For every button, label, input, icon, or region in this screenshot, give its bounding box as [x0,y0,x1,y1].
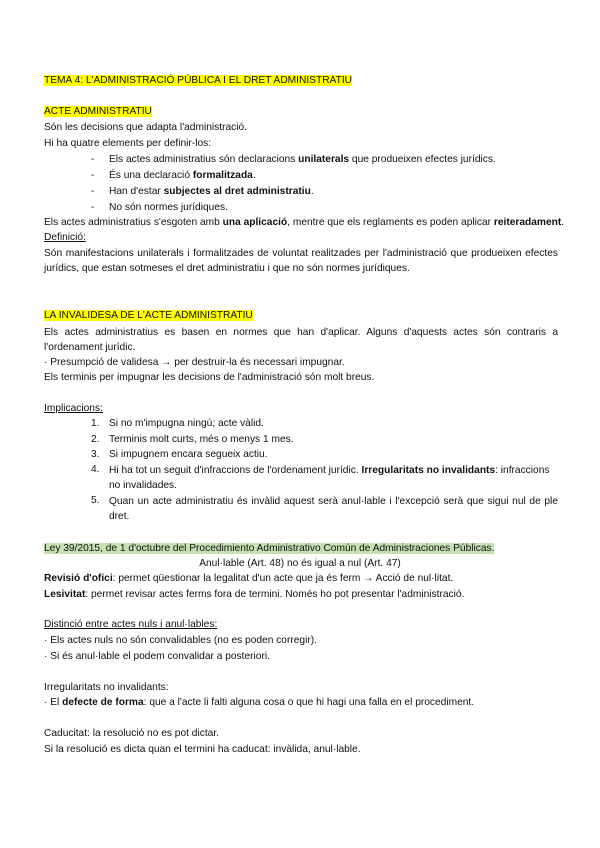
paragraph: · Si és anul·lable el podem convalidar a posteriori. [44,651,270,662]
document-page: TEMA 4: L'ADMINISTRACIÓ PÚBLICA I EL DRET ADMINISTRATIU ACTE ADMINISTRATIU Són les decisions que adapta l'administració. Hi ha quatre elements per definir-los: - Els actes administratius són declaracions unilaterals que produeixen efectes jurídics. - És una declaració formalitzada. - Han d'estar subjectes al dret administratiu. - No són normes jurídiques. Els actes administratius s'esgoten amb una aplicació, mentre que els reglaments es poden aplicar reiteradament. Definició: Són manifestacions unilaterals i formalitzades de voluntat realitzades per l'administració que produeixen efectes jurídics, que estan sotmeses el dret administratiu i que no són normes jurídiques. LA INVALIDESA DE L'ACTE ADMINISTRATIU Els actes administratius es basen en normes que han d'aplicar. Alguns d'aquests actes són contraris a l'ordenament jurídic. · Presumpció de validesa → per destruir-la és necessari impugnar. Els terminis per impugnar les decisions de l'administració són molt breus. Implicacions: 1. Si no m'impugna ningú; acte vàlid. 2. Terminis molt curts, més o menys 1 mes. 3. Si impugnem encara segueix actiu. 4. Hi ha tot un seguit d'infraccions de l'ordenament jurídic. Irregularitats no invalidants: infraccions no invalidades. 5. Quan un acte administratiu és invàlid aquest serà anul·lable i l'excepció serà que sigui nul de ple dret. Ley 39/2015, de 1 d'octubre del Procedimiento Administrativo Común de Administraciones Públicas. Anul·lable (Art. 48) no és igual a nul (Art. 47) Revisió d'ofici: permet qüestionar la legalitat d'un acte que ja és ferm → Acció de nul·litat. Lesivitat: permet revisar actes ferms fora de termini. Només ho pot presentar l'administració. Distinció entre actes nuls i anul·lables: · Els actes nuls no són convalidables (no es poden corregir). · Si és anul·lable el podem convalidar a posteriori. Irregularitats no invalidants: · El defecte de forma: que a l'acte li falti alguna cosa o que hi hagi una falla en el procediment. Caducitat: la resolució no es pot dictar. Si la resolució es dicta quan el termini ha caducat: invàlida, anul·lable. [0,0,600,848]
implications-label: Implicacions: [44,403,103,414]
paragraph: · Presumpció de validesa → per destruir-la és necessari impugnar. [44,357,345,368]
dash-bullet-icon: - [91,154,95,165]
dash-bullet-icon: - [91,186,95,197]
paragraph: Irregularitats no invalidants: [44,682,169,693]
section-heading-acte: ACTE ADMINISTRATIU [44,106,152,117]
paragraph: Són les decisions que adapta l'administració. [44,122,247,133]
dash-bullet-icon: - [91,202,95,213]
dash-bullet-icon: - [91,170,95,181]
section-heading-invalidesa: LA INVALIDESA DE L'ACTE ADMINISTRATIU [44,310,253,321]
definition-label: Definició: [44,232,86,243]
document-title: TEMA 4: L'ADMINISTRACIÓ PÚBLICA I EL DRET ADMINISTRATIU [44,75,353,86]
paragraph: Els terminis per impugnar les decisions de l'administració són molt breus. [44,372,375,383]
paragraph: Els actes administratius es basen en normes que han d'aplicar. Alguns d'aquests actes són contraris a l'ordenament jurídic. [44,327,558,353]
paragraph: Si la resolució es dicta quan el termini ha caducat: invàlida, anul·lable. [44,744,361,755]
paragraph: Lesivitat: permet revisar actes ferms fora de termini. Només ho pot presentar l'administració. [44,589,465,600]
paragraph: Els actes administratius s'esgoten amb una aplicació, mentre que els reglaments es poden aplicar reiteradament. [44,217,565,228]
paragraph: Hi ha quatre elements per definir-los: [44,138,212,149]
distinction-label: Distinció entre actes nuls i anul·lables: [44,619,218,630]
paragraph: Caducitat: la resolució no es pot dictar. [44,728,219,739]
paragraph: · Els actes nuls no són convalidables (no es poden corregir). [44,635,317,646]
centered-note: Anul·lable (Art. 48) no és igual a nul (Art. 47) [199,558,401,569]
paragraph: · El defecte de forma: que a l'acte li falti alguna cosa o que hi hagi una falla en el procediment. [44,697,475,708]
law-reference: Ley 39/2015, de 1 d'octubre del Procedimiento Administrativo Común de Administraciones Públicas. [44,543,495,554]
definition-text: Són manifestacions unilaterals i formalitzades de voluntat realitzades per l'administració que produeixen efectes jurídics, que estan sotmeses el dret administratiu i que no són normes jurídiques. [44,248,558,274]
paragraph: Revisió d'ofici: permet qüestionar la legalitat d'un acte que ja és ferm → Acció de nul·litat. [44,573,454,584]
